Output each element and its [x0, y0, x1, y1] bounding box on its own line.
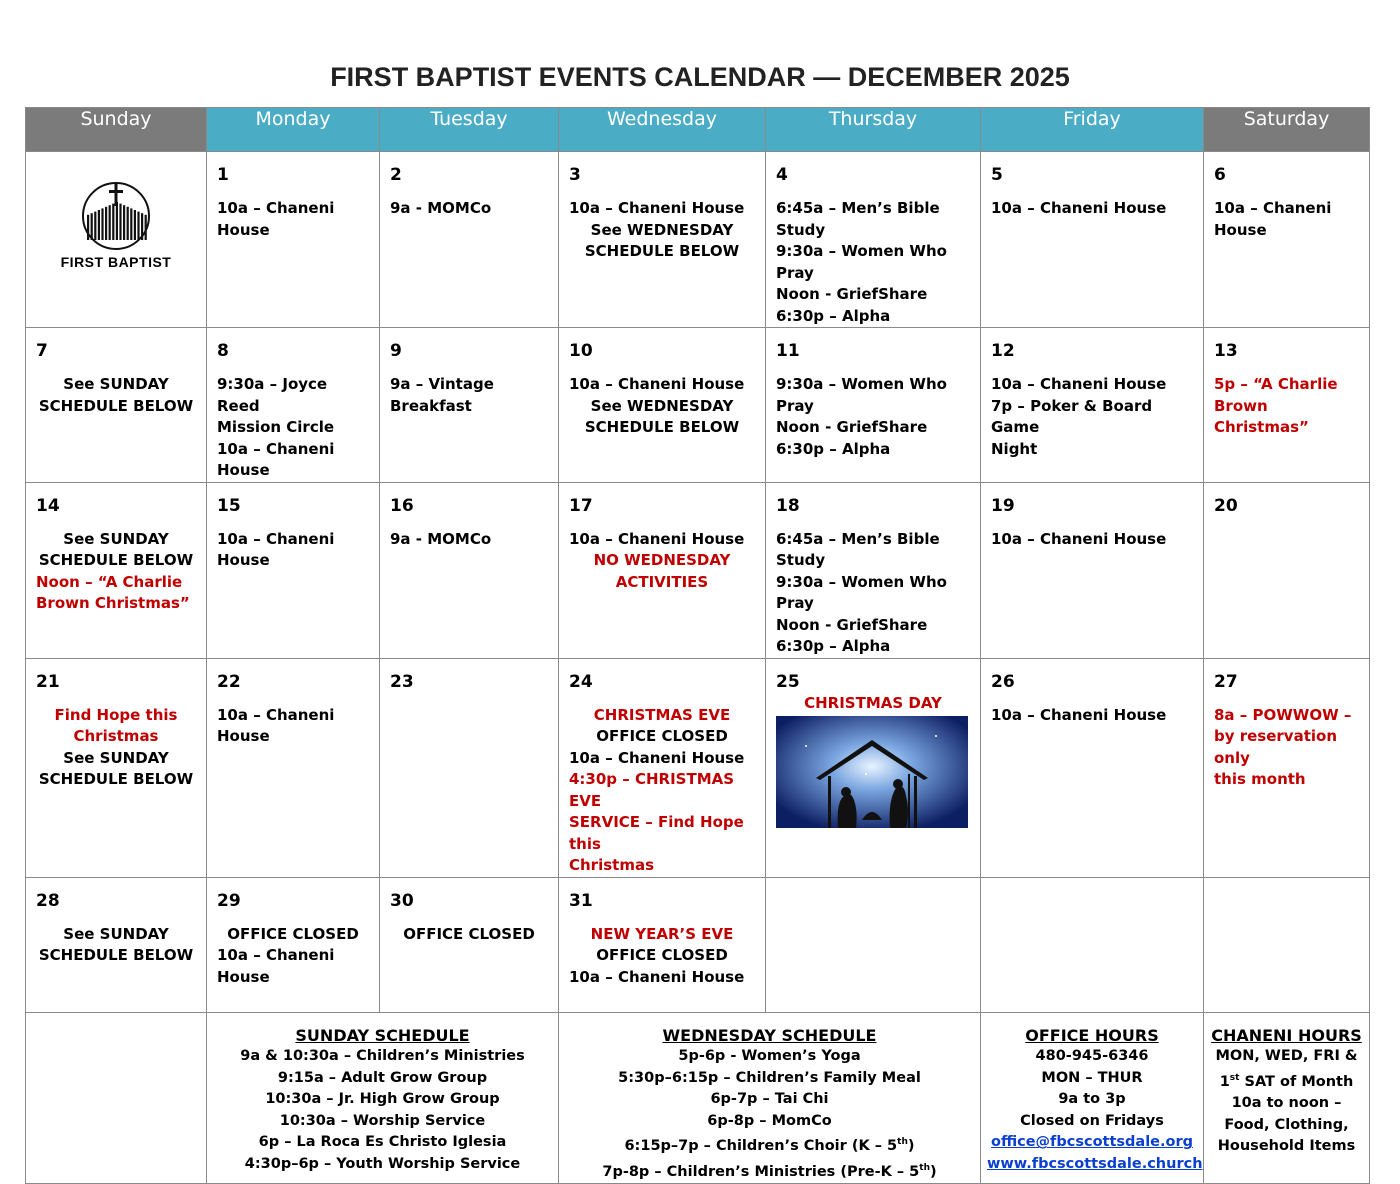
- day-number: 22: [217, 671, 241, 692]
- day-number: 30: [390, 890, 414, 911]
- week-row: [26, 328, 1370, 483]
- sunday-schedule: [207, 1012, 559, 1184]
- weekday-header-row: [26, 108, 1370, 152]
- day-number: [1214, 890, 1359, 912]
- office-hours-title: OFFICE HOURS: [1025, 1025, 1159, 1045]
- event-line: SCHEDULE BELOW: [38, 946, 194, 964]
- day-number: 5: [991, 165, 1003, 185]
- weekday-header: Monday: [207, 108, 380, 152]
- event-line: 10a – Chaneni House: [569, 967, 745, 986]
- event-line: NEW YEAR’S EVE: [590, 924, 734, 943]
- day-number: 29: [217, 890, 241, 911]
- event-line: 9a - MOMCo: [390, 529, 492, 548]
- day-number: 20: [1214, 495, 1238, 516]
- day-cell: [559, 877, 766, 1012]
- sunday-schedule-item: 10:30a – Jr. High Grow Group: [265, 1091, 500, 1108]
- day-number: 8: [217, 341, 229, 361]
- day-cell: [207, 152, 380, 328]
- day-number: 3: [569, 165, 581, 185]
- day-number: 25: [776, 671, 800, 692]
- event-line: See WEDNESDAY: [590, 396, 734, 415]
- event-line: Noon – “A Charlie: [36, 572, 183, 591]
- event-line: 10a – Chaneni House: [217, 439, 335, 479]
- sunday-schedule-item: 10:30a – Worship Service: [279, 1112, 486, 1129]
- day-number: 19: [991, 495, 1015, 516]
- wednesday-schedule-item: 6:15p–7p – Children’s Choir (K – 5th): [624, 1137, 915, 1155]
- event-line: OFFICE CLOSED: [596, 727, 728, 745]
- day-number: 28: [36, 890, 60, 911]
- event-line: Brown Christmas”: [36, 594, 190, 612]
- event-line: OFFICE CLOSED: [227, 924, 359, 943]
- day-cell: [26, 658, 207, 877]
- weekday-header: Wednesday: [559, 108, 766, 152]
- event-line: 9a - MOMCo: [390, 199, 492, 217]
- event-line: See SUNDAY: [63, 924, 169, 943]
- chaneni-detail: Food, Clothing,: [1224, 1116, 1349, 1133]
- day-cell: [207, 482, 380, 658]
- chaneni-detail: Household Items: [1217, 1138, 1356, 1155]
- day-cell: [981, 328, 1204, 483]
- day-number: 15: [217, 495, 241, 516]
- event-line: 10a – Chaneni House: [991, 199, 1167, 217]
- event-line: 10a – Chaneni House: [569, 529, 745, 548]
- event-line: 10a – Chaneni House: [991, 705, 1167, 724]
- event-line: See SUNDAY: [63, 529, 169, 548]
- event-line: House: [1214, 220, 1267, 239]
- day-number: 11: [776, 341, 800, 361]
- day-cell: [981, 482, 1204, 658]
- weekday-header: Saturday: [1204, 108, 1370, 152]
- footer-empty-cell: [26, 1012, 207, 1184]
- event-line: NO WEDNESDAY: [593, 551, 731, 569]
- event-line: SCHEDULE BELOW: [38, 396, 194, 415]
- event-line: 8a – POWWOW –: [1214, 705, 1352, 724]
- event-line: 10a – Chaneni House: [991, 529, 1167, 548]
- day-number: 23: [390, 671, 414, 692]
- office-email-link[interactable]: office@fbcscottsdale.org: [991, 1134, 1193, 1151]
- day-cell: [766, 482, 981, 658]
- day-number: 7: [36, 341, 48, 361]
- event-line: 9:30a – Joyce Reed: [217, 375, 328, 415]
- day-cell: [380, 328, 559, 483]
- office-time: 9a to 3p: [1058, 1091, 1126, 1108]
- day-cell: [766, 877, 981, 1012]
- office-hours: [981, 1012, 1204, 1184]
- event-line: OFFICE CLOSED: [596, 946, 728, 964]
- event-line: this month: [1214, 770, 1306, 788]
- day-cell: [559, 152, 766, 328]
- event-line: 9:30a – Women Who Pray: [776, 242, 947, 282]
- event-line: 10a – Chaneni House: [991, 375, 1167, 393]
- event-line: by reservation only: [1214, 727, 1338, 767]
- day-number: 27: [1214, 671, 1238, 692]
- event-line: ACTIVITIES: [615, 572, 709, 591]
- event-line: 6:30p – Alpha: [776, 306, 891, 325]
- event-line: SERVICE – Find Hope this: [569, 813, 744, 853]
- day-number: 18: [776, 495, 800, 516]
- wednesday-schedule-item: 5p-6p - Women’s Yoga: [678, 1048, 861, 1065]
- day-number: 31: [569, 890, 593, 911]
- week-row: [26, 658, 1370, 877]
- sunday-schedule-title: SUNDAY SCHEDULE: [295, 1025, 470, 1045]
- event-line: See SUNDAY: [63, 375, 169, 393]
- event-line: Mission Circle: [217, 418, 335, 436]
- event-line: Night: [991, 439, 1038, 458]
- event-line: CHRISTMAS EVE: [593, 705, 731, 724]
- day-cell: [380, 877, 559, 1012]
- event-line: 4:30p – CHRISTMAS EVE: [569, 770, 735, 810]
- event-line: SCHEDULE BELOW: [38, 551, 194, 569]
- day-cell: [981, 152, 1204, 328]
- day-cell: [981, 658, 1204, 877]
- weekday-header: Tuesday: [380, 108, 559, 152]
- day-cell: [26, 482, 207, 658]
- day-cell: [380, 152, 559, 328]
- day-number: 4: [776, 165, 788, 185]
- day-cell: [1204, 877, 1370, 1012]
- event-line: 10a – Chaneni House: [217, 529, 335, 569]
- event-line: 10a – Chaneni: [1214, 199, 1332, 217]
- wednesday-schedule-item: 6p-7p – Tai Chi: [710, 1091, 829, 1108]
- website-link[interactable]: www.fbcscottsdale.church: [987, 1156, 1203, 1173]
- sunday-schedule-item: 6p – La Roca Es Christo Iglesia: [258, 1134, 507, 1151]
- day-cell: [1204, 328, 1370, 483]
- wednesday-schedule-item: 6p-8p – MomCo: [707, 1112, 832, 1129]
- day-cell: [207, 658, 380, 877]
- day-cell: [1204, 482, 1370, 658]
- day-cell: [207, 328, 380, 483]
- sunday-schedule-item: 9a & 10:30a – Children’s Ministries: [240, 1048, 525, 1065]
- day-number: 14: [36, 495, 60, 516]
- office-closed-note: Closed on Fridays: [1020, 1112, 1164, 1129]
- event-line: 9:30a – Women Who Pray: [776, 572, 947, 612]
- day-cell: [559, 328, 766, 483]
- day-cell: [207, 877, 380, 1012]
- event-line: Noon - GriefShare: [776, 615, 928, 634]
- chaneni-hours-title: CHANENI HOURS: [1211, 1025, 1362, 1045]
- day-number: 21: [36, 671, 60, 692]
- weekday-header: Sunday: [26, 108, 207, 152]
- event-line: 6:45a – Men’s Bible Study: [776, 529, 940, 569]
- day-cell: [766, 152, 981, 328]
- event-line: Find Hope this: [54, 705, 178, 724]
- event-line: 10a – Chaneni House: [217, 199, 335, 239]
- day-cell: [26, 152, 207, 328]
- event-line: Noon - GriefShare: [776, 285, 928, 303]
- day-number: 26: [991, 671, 1015, 692]
- event-line: SCHEDULE BELOW: [584, 242, 740, 260]
- day-cell: [26, 877, 207, 1012]
- office-phone: 480-945-6346: [1035, 1048, 1149, 1065]
- weekday-header: Friday: [981, 108, 1204, 152]
- event-line: See SUNDAY: [63, 748, 169, 767]
- event-line: 6:45a – Men’s Bible Study: [776, 199, 940, 239]
- event-line: 9a – Vintage: [390, 375, 494, 393]
- day-number: 12: [991, 341, 1015, 361]
- event-line: CHRISTMAS DAY: [804, 693, 942, 712]
- day-number: [991, 890, 1193, 912]
- event-line: 10a – Chaneni House: [569, 199, 745, 217]
- weekday-header: Thursday: [766, 108, 981, 152]
- day-cell: [380, 482, 559, 658]
- day-number: 9: [390, 341, 402, 361]
- event-line: 10a – Chaneni House: [569, 375, 745, 393]
- day-cell: [559, 658, 766, 877]
- week-row: [26, 152, 1370, 328]
- event-line: 6:30p – Alpha: [776, 439, 891, 458]
- day-number: [776, 890, 970, 912]
- day-number: 10: [569, 341, 593, 361]
- day-number: 1: [217, 165, 229, 185]
- event-line: Brown Christmas”: [1214, 396, 1309, 436]
- sunday-schedule-item: 9:15a – Adult Grow Group: [277, 1069, 488, 1086]
- week-row: [26, 877, 1370, 1012]
- event-line: See WEDNESDAY: [590, 220, 734, 239]
- calendar-table: [25, 107, 1370, 1184]
- day-number: 13: [1214, 341, 1238, 361]
- day-number: 17: [569, 495, 593, 516]
- office-days: MON – THUR: [1041, 1069, 1143, 1086]
- event-line: Christmas: [73, 727, 159, 745]
- event-line: Noon - GriefShare: [776, 418, 928, 436]
- event-line: 7p – Poker & Board Game: [991, 396, 1153, 436]
- wednesday-schedule-title: WEDNESDAY SCHEDULE: [662, 1025, 877, 1045]
- event-line: 6:30p – Alpha: [776, 637, 891, 655]
- church-logo: [26, 152, 206, 270]
- day-number: 24: [569, 671, 593, 692]
- day-cell: [766, 328, 981, 483]
- schedule-footer-row: [26, 1012, 1370, 1184]
- day-number: 6: [1214, 165, 1226, 185]
- chaneni-days: MON, WED, FRI &: [1215, 1048, 1358, 1065]
- wednesday-schedule-item: 5:30p–6:15p – Children’s Family Meal: [618, 1069, 921, 1086]
- chaneni-hours: [1204, 1012, 1370, 1184]
- event-line: 5p – “A Charlie: [1214, 375, 1338, 393]
- event-line: Breakfast: [390, 396, 472, 415]
- day-cell: [981, 877, 1204, 1012]
- event-line: Christmas: [569, 856, 655, 874]
- day-cell: [380, 658, 559, 877]
- page-title: FIRST BAPTIST EVENTS CALENDAR — DECEMBER 2025: [330, 62, 1070, 92]
- chaneni-saturday: 1st SAT of Month: [1219, 1072, 1354, 1090]
- sunday-schedule-item: 4:30p–6p – Youth Worship Service: [244, 1156, 521, 1173]
- day-number: 2: [390, 165, 402, 185]
- nativity-scene-image: [776, 716, 968, 828]
- event-line: OFFICE CLOSED: [403, 924, 535, 943]
- day-cell: [766, 658, 981, 877]
- event-line: 10a – Chaneni House: [217, 705, 335, 745]
- day-cell: [1204, 658, 1370, 877]
- day-number: 16: [390, 495, 414, 516]
- day-cell: [26, 328, 207, 483]
- day-cell: [559, 482, 766, 658]
- logo-text: FIRST BAPTIST: [60, 254, 172, 270]
- event-line: 9:30a – Women Who Pray: [776, 375, 947, 415]
- wednesday-schedule: [559, 1012, 981, 1184]
- event-line: 10a – Chaneni House: [217, 946, 335, 986]
- day-cell: [1204, 152, 1370, 328]
- wednesday-schedule-item: 7p-8p – Children’s Ministries (Pre-K – 5th): [602, 1162, 937, 1180]
- week-row: [26, 482, 1370, 658]
- event-line: 10a – Chaneni House: [569, 748, 745, 767]
- event-line: SCHEDULE BELOW: [584, 418, 740, 436]
- church-logo-icon: [78, 180, 154, 250]
- chaneni-detail: 10a to noon –: [1231, 1095, 1342, 1112]
- event-line: SCHEDULE BELOW: [38, 770, 194, 788]
